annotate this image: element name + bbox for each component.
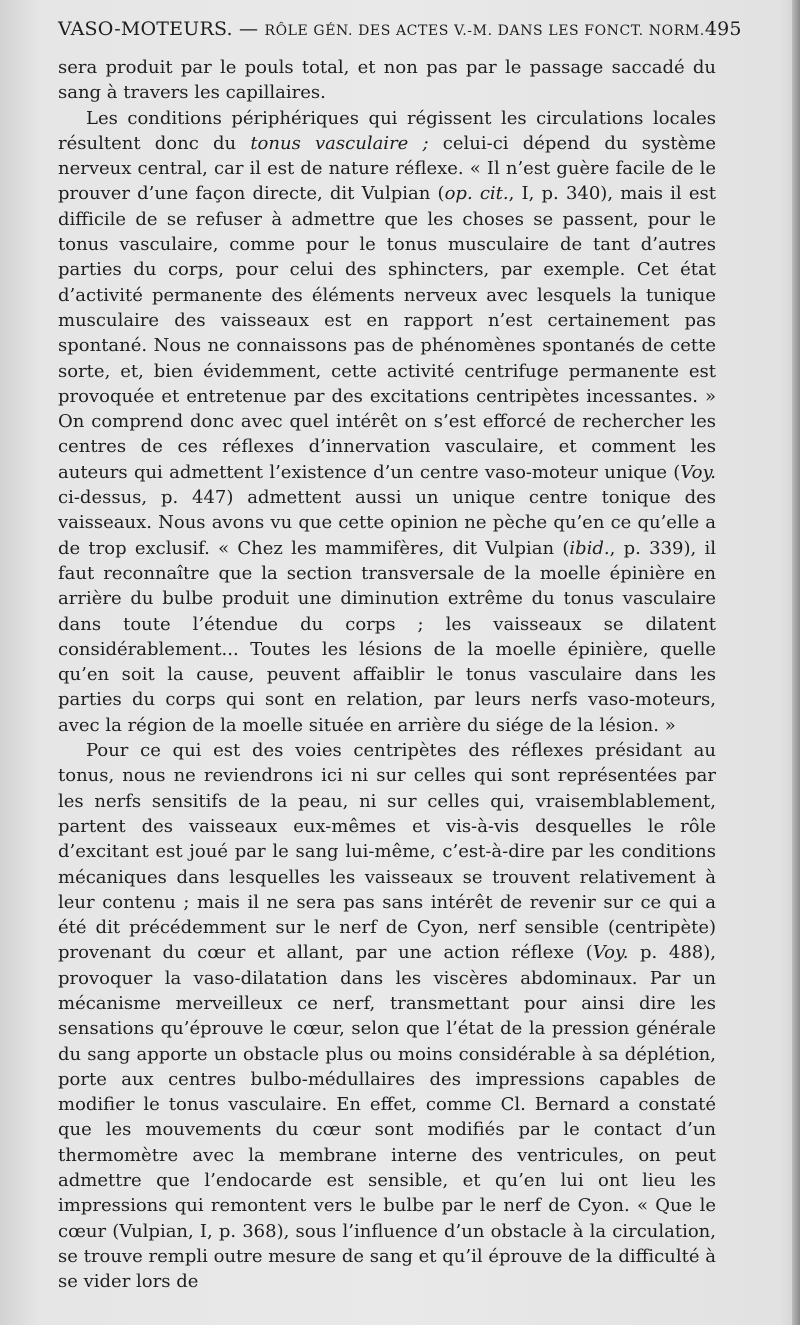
running-title [58, 18, 705, 40]
paragraph [58, 55, 716, 106]
text-run: ci-dessus, p. 447) admettent aussi un unique centre tonique des vaisseaux. Nous avons vu que cette opinion ne pèche qu’en ce qu’elle a de trop exclusif. « Chez les mammifères, dit Vulpian ( [58, 487, 716, 559]
italic-text: ibid. [569, 537, 610, 559]
running-header [58, 18, 742, 46]
italic-text: tonus vasculaire ; [250, 132, 429, 154]
body-text [58, 55, 716, 1295]
header-section-title: VASO-MOTEURS. [58, 18, 233, 40]
header-dash: — [238, 18, 259, 40]
paragraph [58, 738, 716, 1295]
text-run: Pour ce qui est des voies centripètes des réflexes présidant au tonus, nous ne reviendrons ici ni sur celles qui sont représentées par les nerfs sensitifs de la peau, ni sur celles qui, vraisemblablement, partent des vaisseaux eux-mêmes et vis-à-vis desquelles le rôle d’excitant est joué par le sang lui-même, c’est-à-dire par les conditions mécaniques dans lesquelles les vaisseaux se trouvent relativement à leur contenu ; mais il ne sera pas sans intérêt de revenir sur ce qui a été dit précédemment sur le nerf de Cyon, nerf sensible (centripète) provenant du cœur et allant, par une action réflexe ( [58, 740, 716, 964]
italic-text: Voy. [680, 461, 716, 483]
page-edge-shadow [792, 0, 800, 1325]
text-run: celui-ci dépend du système nerveux central, car il est de nature réflexe. « Il n’est guère facile de le prouver d’une façon directe, dit Vulpian ( [58, 132, 716, 205]
paragraph [58, 106, 716, 738]
italic-text: Voy. [592, 942, 629, 964]
italic-text: op. cit. [444, 183, 509, 205]
page-number: 495 [704, 18, 742, 40]
text-run: , p. 339), il faut reconnaître que la section transversale de la moelle épinière en arrière du bulbe produit une diminution extrême du tonus vasculaire dans toute l’étendue du corps ; les vaisseaux se dilatent considérablement... Toutes les lésions de la moelle épinière, quelle qu’en soit la cause, peuvent affaiblir le tonus vasculaire dans les parties du corps qui sont en relation, par leurs nerfs vaso-moteurs, avec la région de la moelle située en arrière du siége de la lésion. » [58, 537, 717, 736]
header-subtitle: RÔLE GÉN. DES ACTES V.-M. DANS LES FONCT. NORM. [264, 23, 705, 39]
text-run: sera produit par le pouls total, et non pas par le passage saccadé du sang à travers les capillaires. [58, 57, 716, 104]
text-run: Les conditions périphériques qui régissent les circulations locales résultent donc du [58, 107, 716, 154]
text-run: p. 488), provoquer la vaso-dilatation dans les viscères abdominaux. Par un mécanisme merveilleux ce nerf, transmettant pour ainsi dire les sensations qu’éprouve le cœur, selon que l’état de la pression générale du sang apporte un obstacle plus ou moins considérable à sa déplétion, porte aux centres bulbo-médullaires des impressions capables de modifier le tonus vasculaire. En effet, comme Cl. Bernard a constaté que les mouvements du cœur sont modifiés par le contact d’un thermomètre avec la membrane interne des ventricules, on peut admettre que l’endocarde est sensible, et qu’en lui ont lieu les impressions qui remontent vers le bulbe par le nerf de Cyon. « Que le cœur (Vulpian, I, p. 368), sous l’influence d’un obstacle à la circulation, se trouve rempli outre mesure de sang et qu’il éprouve de la difficulté à se vider lors de [58, 942, 716, 1293]
text-run: , I, p. 340), mais il est difficile de se refuser à admettre que les choses se passent, pour le tonus vasculaire, comme pour le tonus musculaire de tant d’autres parties du corps, pour celui des sphincters, par exemple. Cet état d’activité permanente des éléments nerveux avec lesquels la tunique musculaire des vaisseaux est en rapport n’est certainement pas spontané. Nous ne connaissons pas de phénomènes spontanés de cette sorte, et, bien évidemment, cette activité centrifuge permanente est provoquée et entretenue par des excitations centripètes incessantes. » On comprend donc avec quel intérêt on s’est efforcé de rechercher les centres de ces réflexes d’innervation vasculaire, et comment les auteurs qui admettent l’existence d’un centre vaso-moteur unique ( [58, 183, 716, 483]
